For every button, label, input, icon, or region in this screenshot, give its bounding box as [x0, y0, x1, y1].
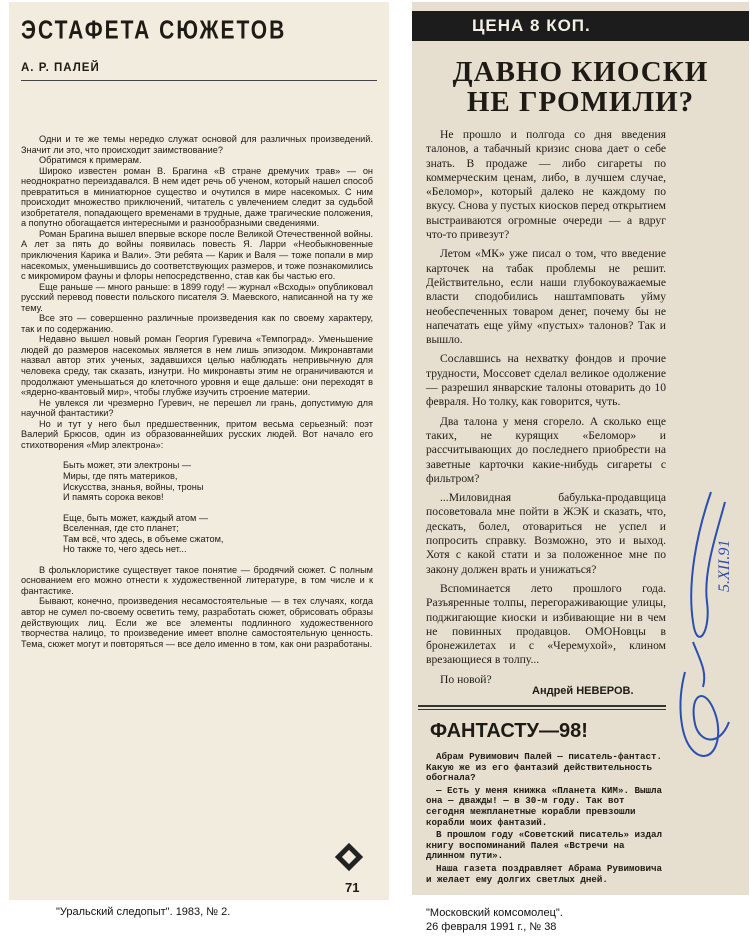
second-article-title: ФАНТАСТУ—98! [430, 720, 588, 742]
paragraph: Летом «МК» уже писал о том, что введение карточек на табак проблемы не решит. Действительно, если наши глубокоуважаемые власти сподобились наштамповать уйму необеспеченных товаром денег, почему бы не напечатать еще уйму «пустых» талонов? Так и вышло. [426, 247, 666, 347]
left-article-title: ЭСТАФЕТА СЮЖЕТОВ [21, 16, 287, 45]
paragraph: Обратимся к примерам. [39, 155, 142, 166]
paragraph: Широко известен роман В. Брагина «В стране дремучих трав» — он неоднократно переиздавался. В нем идет речь об ученом, который нашел способ превратиться в миниатюрное существо и очутился в мире насекомых. С ним происходит множество приключений, читатель с увлечением следит за судьбой изобретателя, попадающего временами в трудные, даже трагические положения, а попутно обогащается интересными и разнообразными сведениями. [21, 165, 373, 229]
page-number: 71 [345, 880, 360, 895]
handwritten-signature [667, 472, 747, 772]
caption-left: "Уральский следопыт". 1983, № 2. [56, 906, 231, 918]
poem-stanza-1: Быть может, эти электроны — Миры, где пять материков, Искусства, знанья, войны, троны И память сорока веков! [63, 460, 204, 503]
paragraph: Два талона у меня сгорело. А сколько еще таких, не курящих «Беломор» и рассчитывающих до последнего приобрести на заветные карточки какие-нибудь сигареты с фильтром? [426, 414, 666, 485]
paragraph: Вспоминается лето прошлого года. Разъяренные толпы, перегораживающие улицы, поджигающие киоски и избивающие ни в чем не повинных продавцов. ОМОНовцы в бронежилетах и с «Черемухой», клином врезающиеся в толпу... [426, 581, 666, 667]
price-label: ЦЕНА 8 КОП. [472, 16, 591, 35]
right-article-body [426, 128, 666, 692]
paragraph: Абрам Рувимович Палей — писатель-фантаст. Какую же из его фантазий действительность обогнала? [426, 751, 663, 784]
paragraph: Еще раньше — много раньше: в 1899 году! — журнал «Всходы» опубликовал русский перевод повести польского писателя Э. Маевского, написанной на ту же тему. [21, 281, 373, 313]
second-article-body [426, 752, 664, 887]
paragraph: — Есть у меня книжка «Планета КИМ». Вышла она — дважды! — в 30-м году. Так вот сегодня межпланетные корабли превзошли корабли моих фантазий. [426, 784, 663, 828]
section-divider [418, 705, 666, 707]
title-line-2: НЕ ГРОМИЛИ? [466, 86, 695, 118]
handwritten-date: 5.XII.91 [716, 539, 733, 592]
paragraph: Все это — совершенно различные произведения как по своему характеру, так и по содержанию. [21, 313, 373, 334]
paragraph: В фольклористике существует такое понятие — бродячий сюжет. С полным основанием его можно отнести к художественной литературе, в том числе и к фантастике. [21, 564, 373, 596]
caption-right-line-2: 26 февраля 1991 г., № 38 [426, 921, 557, 933]
title-line-1: ДАВНО КИОСКИ [452, 56, 709, 88]
paragraph: Недавно вышел новый роман Георгия Гуревича «Темпоград». Уменьшение людей до размеров насекомых является в нем лишь эпизодом. Микронавтами назвал автор этих ученых, задавшихся целью наблюдать непривычную для человека среду, так сказать, изнутри. Но микронавты этим не ограничиваются и продолжают уменьшаться до клеточного уровня и еще дальше: они переходят в «ядерно-квантовый мир», чтобы глубже изучить строение материи. [21, 334, 373, 398]
paragraph: Не прошло и полгода со дня введения талонов, а табачный кризис снова дает о себе знать. В продаже — либо сигареты по коммерческим ценам, либо, в лучшем случае, «Беломор», который далеко не каждому по вкусу. Снова у пустых киосков перед открытием выстраиваются огромные очереди — а вдруг что-то привезут? [426, 128, 666, 242]
author-divider [21, 80, 377, 81]
paragraph: Наша газета поздравляет Абрама Рувимовича и желает ему долгих светлых дней. [426, 862, 663, 885]
paragraph: Бывают, конечно, произведения несамостоятельные — в тех случаях, когда автор не сумел по-своему осветить тему, разработать сюжет, обрисовать образы действующих лиц. Если же все элементы подлинного художественного творчества налицо, то произведение имеет вполне самостоятельную ценность. Тема, сюжет могут и повторяться — все дело именно в том, как они разработаны. [21, 596, 373, 649]
paragraph: Сославшись на нехватку фондов и прочие трудности, Моссовет сделал великое одолжение — разрешил январские талоны отоварить до 10 февраля. Но толку, как говорится, чуть. [426, 352, 666, 409]
caption-right-line-1: "Московский комсомолец". [426, 907, 563, 919]
paragraph: Но и тут у него был предшественник, притом весьма серьезный: поэт Валерий Брюсов, один из образованнейших русских людей. Вот начало его стихотворения «Мир электрона»: [21, 418, 373, 450]
paragraph: Не увлекся ли чрезмерно Гуревич, не перешел ли грань, допустимую для научной фантастики? [21, 397, 373, 419]
section-divider-thin [418, 709, 666, 710]
left-article-body [21, 134, 373, 649]
right-article-title [412, 57, 749, 117]
right-clipping [412, 2, 749, 895]
ornament-icon [335, 843, 363, 871]
poem-stanza-2: Еще, быть может, каждый атом — Вселенная, где сто планет; Там всё, что здесь, в объеме сжатом, Но также то, чего здесь нет... [63, 512, 224, 555]
paragraph: Роман Брагина вышел впервые вскоре после Великой Отечественной войны. А лет за пять до войны появилась повесть Я. Ларри «Необыкновенные приключения Карика и Вали». Эти ребята — Карик и Валя — тоже попали в мир насекомых, уменьшившись до соответствующих размеров, и тоже познакомились с микромиром фауны и флоры непосредственно, став как бы частью его. [21, 228, 373, 282]
caption-right [426, 906, 563, 934]
paragraph: По новой? [440, 672, 492, 686]
paragraph: ...Миловидная бабулька-продавщица посоветовала мне пойти в ЖЭК и сказать, что, дескать, болел, отовариться не успел и попросить справку. Возможно, это и выход. Хотя с какой стати и за положенное мне по закону должен врать и унижаться? [426, 491, 666, 576]
left-clipping [9, 2, 389, 900]
paragraph: В прошлом году «Советский писатель» издал книгу воспоминаний Палея «Встречи на длинном пути». [426, 829, 663, 862]
paragraph: Одни и те же темы нередко служат основой для различных произведений. Значит ли это, что происходит заимствование? [21, 134, 373, 155]
right-article-author: Андрей НЕВЕРОВ. [532, 685, 634, 697]
left-article-author: А. Р. ПАЛЕЙ [21, 62, 100, 74]
